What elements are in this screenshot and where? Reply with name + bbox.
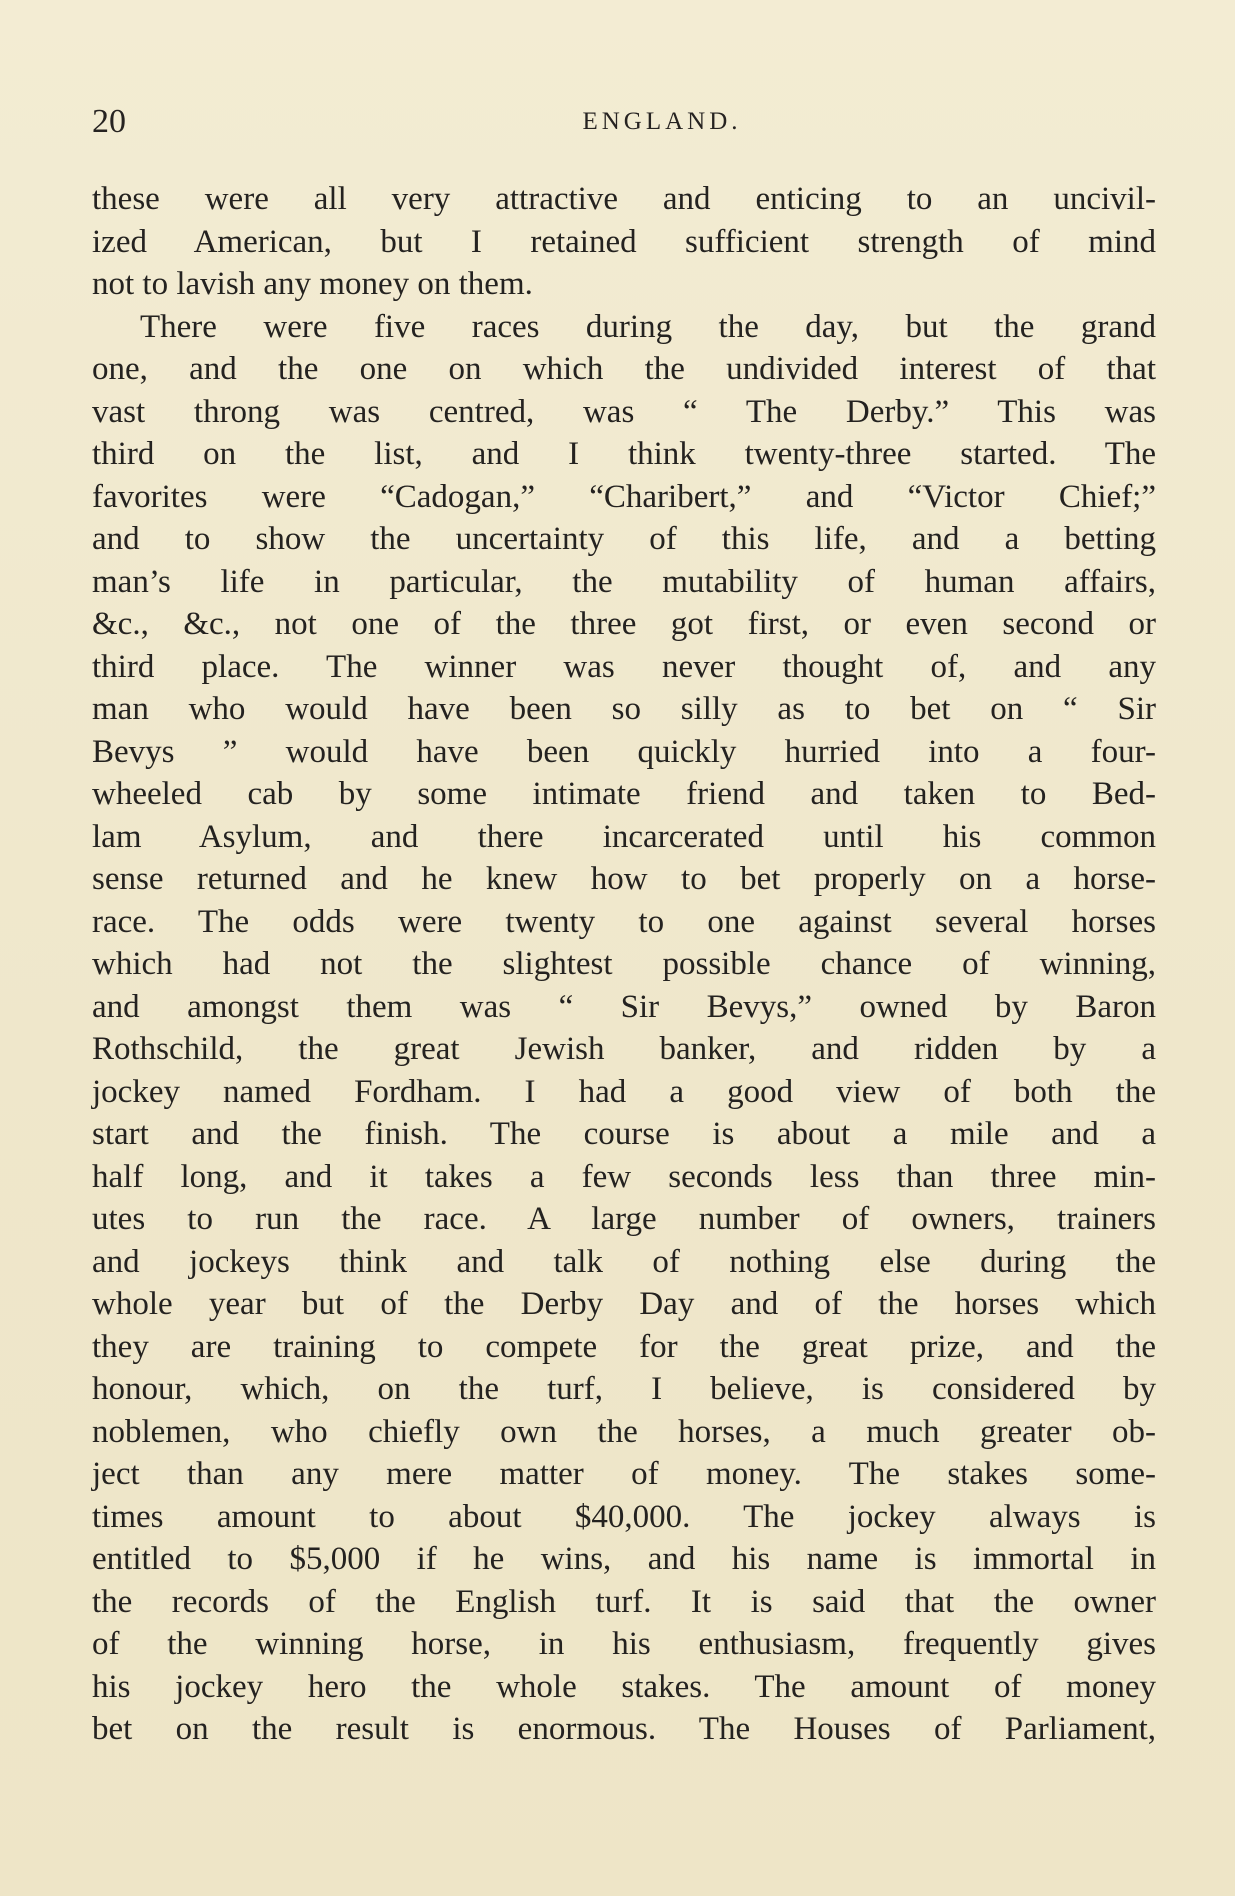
text-line: third on the list, and I think twenty-three started. The	[92, 436, 1156, 472]
text-line: vast throng was centred, was “ The Derby.” This was	[92, 393, 1156, 430]
page-number: 20	[92, 103, 126, 140]
text-line: and to show the uncertainty of this life, and a betting	[92, 521, 1156, 557]
text-line: they are training to compete for the great prize, and the	[92, 1328, 1156, 1365]
text-line: man’s life in particular, the mutability of human affairs,	[92, 563, 1156, 600]
text-line: ized American, but I retained sufficient strength of mind	[92, 223, 1156, 260]
text-line: honour, which, on the turf, I believe, is considered by	[92, 1371, 1156, 1407]
text-line: half long, and it takes a few seconds less than three min-	[92, 1158, 1156, 1195]
text-line: one, and the one on which the undivided interest of that	[92, 351, 1156, 387]
text-line: wheeled cab by some intimate friend and taken to Bed-	[92, 776, 1156, 812]
text-line: which had not the slightest possible chance of winning,	[92, 946, 1156, 982]
text-line: entitled to $5,000 if he wins, and his name is immortal in	[92, 1541, 1156, 1577]
text-line: jockey named Fordham. I had a good view of both the	[92, 1073, 1156, 1110]
body-text	[92, 178, 1156, 1751]
text-line: times amount to about $40,000. The jockey always is	[92, 1498, 1156, 1535]
text-line: man who would have been so silly as to bet on “ Sir	[92, 691, 1156, 727]
text-line: his jockey hero the whole stakes. The amount of money	[92, 1668, 1156, 1705]
text-line: third place. The winner was never thought of, and any	[92, 648, 1156, 685]
text-line: ject than any mere matter of money. The stakes some-	[92, 1456, 1156, 1492]
running-head: ENGLAND.	[582, 108, 742, 135]
text-line: the records of the English turf. It is said that the owner	[92, 1583, 1156, 1620]
page-header	[92, 100, 1152, 144]
text-line: Rothschild, the great Jewish banker, and ridden by a	[92, 1031, 1156, 1067]
text-line: Bevys ” would have been quickly hurried into a four-	[92, 733, 1156, 770]
text-line: There were five races during the day, but the grand	[140, 308, 1156, 345]
text-line: lam Asylum, and there incarcerated until his common	[92, 818, 1156, 855]
text-line: not to lavish any money on them.	[92, 266, 533, 302]
text-line: favorites were “Cadogan,” “Charibert,” and “Victor Chief;”	[92, 478, 1156, 515]
text-line: and jockeys think and talk of nothing else during the	[92, 1243, 1156, 1280]
text-line: noblemen, who chiefly own the horses, a much greater ob-	[92, 1413, 1156, 1450]
text-line: bet on the result is enormous. The Houses of Parliament,	[92, 1711, 1156, 1747]
text-line: race. The odds were twenty to one against several horses	[92, 903, 1156, 940]
text-line: of the winning horse, in his enthusiasm, frequently gives	[92, 1626, 1156, 1662]
text-line: utes to run the race. A large number of owners, trainers	[92, 1201, 1156, 1237]
text-line: start and the finish. The course is about a mile and a	[92, 1116, 1156, 1152]
text-line: and amongst them was “ Sir Bevys,” owned by Baron	[92, 988, 1156, 1025]
text-line: whole year but of the Derby Day and of the horses which	[92, 1286, 1156, 1322]
text-line: these were all very attractive and enticing to an uncivil-	[92, 181, 1156, 217]
text-line: sense returned and he knew how to bet properly on a horse-	[92, 861, 1156, 897]
text-line: &c., &c., not one of the three got first, or even second or	[92, 606, 1156, 642]
